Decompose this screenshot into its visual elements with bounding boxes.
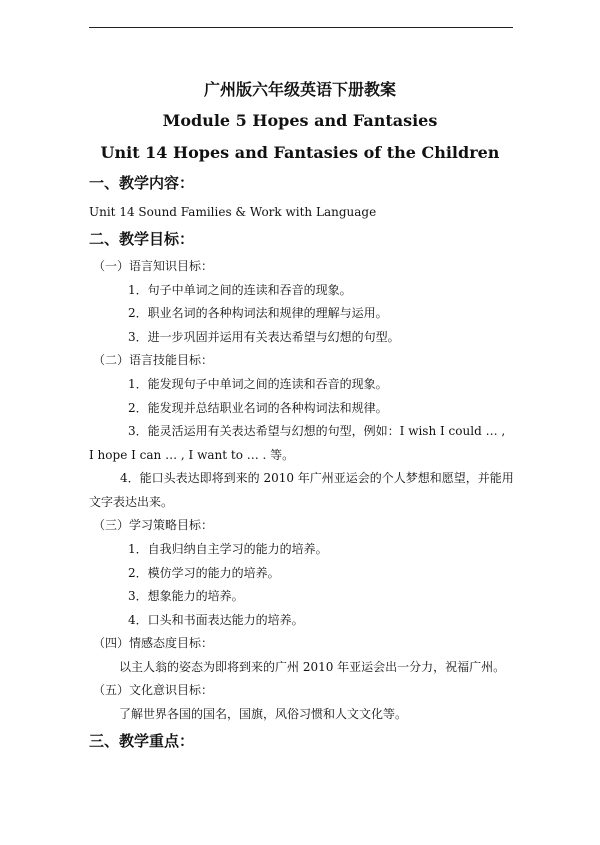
goal-language-knowledge-item: 1．句子中单词之间的连读和吞音的现象。 [128, 283, 352, 297]
unit-title: Unit 14 Hopes and Fantasies of the Children [100, 143, 500, 162]
header-rule [89, 27, 513, 28]
goal-language-skills-heading: （二）语言技能目标： [93, 353, 214, 367]
goal-language-knowledge-item: 2．职业名词的各种构词法和规律的理解与运用。 [128, 306, 388, 320]
goal-learning-strategy-heading: （三）学习策略目标： [93, 518, 214, 532]
goal-language-skills-item: 2．能发现并总结职业名词的各种构词法和规律。 [128, 401, 388, 415]
goal-language-skills-item-continued: I hope I can … , I want to … . 等。 [89, 448, 295, 462]
section-goals-heading: 二、教学目标： [89, 230, 195, 248]
goal-language-skills-item-continued: 文字表达出来。 [89, 495, 174, 509]
goal-learning-strategy-item: 4．口头和书面表达能力的培养。 [128, 613, 304, 627]
document-title: 广州版六年级英语下册教案 [203, 80, 396, 99]
goal-emotion-attitude-text: 以主人翁的姿态为即将到来的广州 2010 年亚运会出一分力，祝福广州。 [119, 660, 506, 674]
goal-learning-strategy-item: 2．模仿学习的能力的培养。 [128, 566, 280, 580]
section-content-heading: 一、教学内容： [89, 174, 195, 192]
goal-cultural-awareness-heading: （五）文化意识目标： [93, 683, 214, 697]
goal-language-knowledge-item: 3．进一步巩固并运用有关表达希望与幻想的句型。 [128, 330, 400, 344]
goal-language-knowledge-heading: （一）语言知识目标： [93, 259, 214, 273]
module-title: Module 5 Hopes and Fantasies [162, 111, 438, 130]
goal-language-skills-item: 1．能发现句子中单词之间的连读和吞音的现象。 [128, 377, 388, 391]
goal-learning-strategy-item: 3．想象能力的培养。 [128, 589, 244, 603]
section-content-text: Unit 14 Sound Families & Work with Language [89, 205, 377, 219]
goal-cultural-awareness-text: 了解世界各国的国名，国旗，风俗习惯和人文文化等。 [119, 707, 408, 721]
goal-emotion-attitude-heading: （四）情感态度目标： [93, 636, 214, 650]
goal-language-skills-item: 4．能口头表达即将到来的 2010 年广州亚运会的个人梦想和愿望，并能用 [120, 471, 514, 485]
goal-language-skills-item: 3．能灵活运用有关表达希望与幻想的句型，例如：I wish I could … , [128, 424, 506, 438]
goal-learning-strategy-item: 1．自我归纳自主学习的能力的培养。 [128, 542, 328, 556]
section-keypoints-heading: 三、教学重点： [89, 732, 195, 750]
